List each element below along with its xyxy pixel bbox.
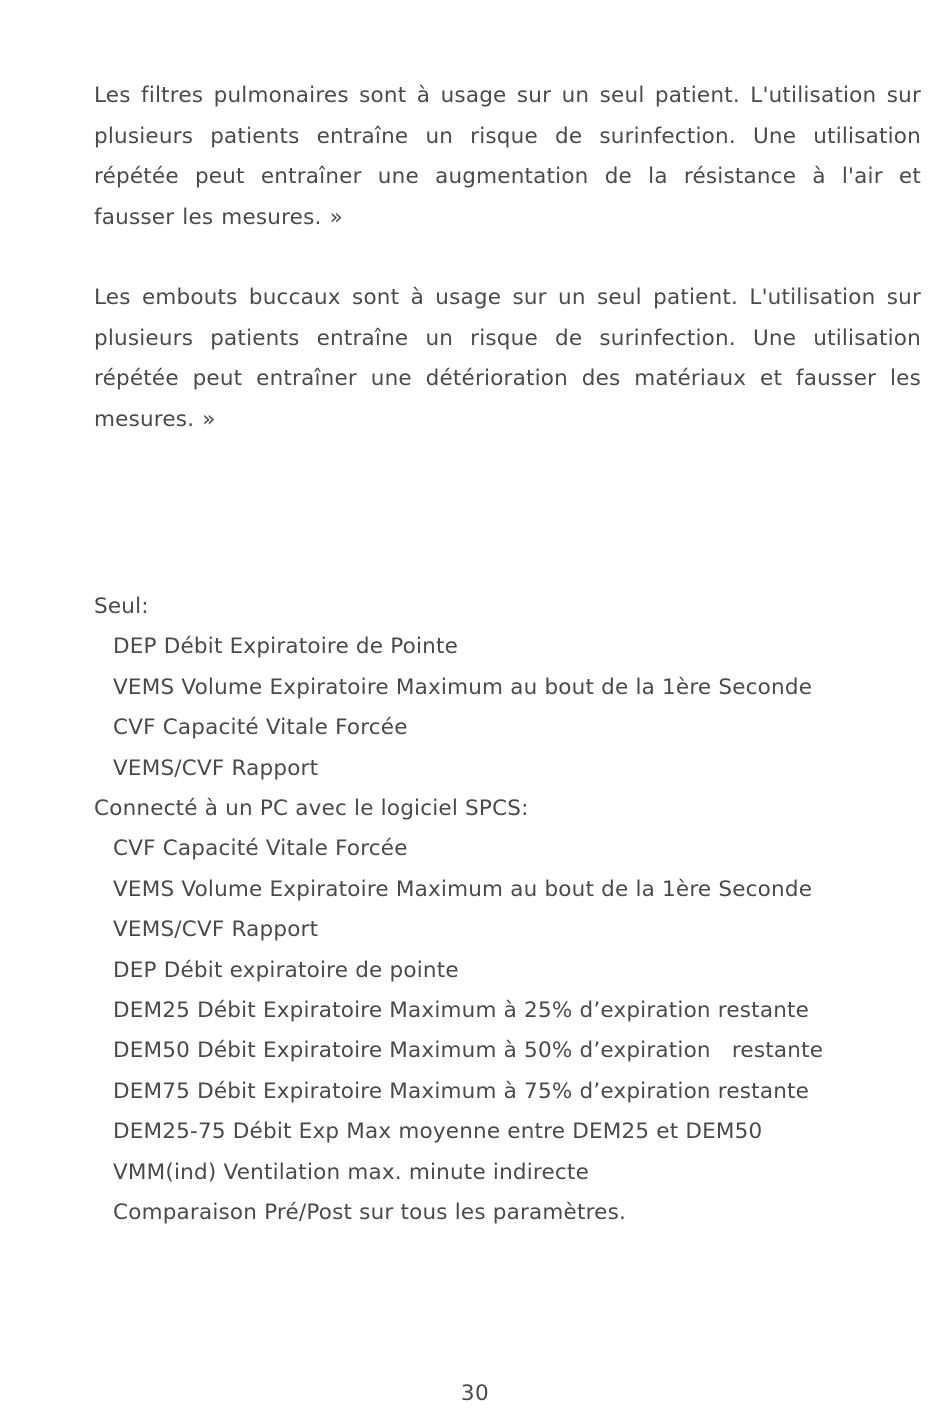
list-item: CVF Capacité Vitale Forcée — [113, 715, 408, 741]
list-item: Comparaison Pré/Post sur tous les paramètres. — [113, 1200, 627, 1226]
list-item: DEM25 Débit Expiratoire Maximum à 25% d’expiration restante — [113, 998, 810, 1024]
list-item: DEM50 Débit Expiratoire Maximum à 50% d’expiration restante — [113, 1038, 824, 1064]
filter-warning-paragraph: Les filtres pulmonaires sont à usage sur un seul patient. L'utilisation sur plusieurs patients entraîne un risque de surinfection. Une utilisation répétée peut entraîner une augmentation de la résistance à l'air et fausser les mesures. » — [94, 83, 921, 230]
list-item: VEMS/CVF Rapport — [113, 755, 319, 781]
list-item: DEM75 Débit Expiratoire Maximum à 75% d’expiration restante — [113, 1078, 810, 1104]
connected-parameter-list — [94, 829, 934, 1233]
page-number: 30 — [460, 1381, 490, 1406]
mouthpiece-warning-paragraph: Les embouts buccaux sont à usage sur un seul patient. L'utilisation sur plusieurs patients entraîne un risque de surinfection. Une utilisation répétée peut entraîner une détérioration des matériaux et fausser les mesures. » — [94, 285, 921, 432]
parameters-section — [94, 587, 934, 1234]
list-item: CVF Capacité Vitale Forcée — [113, 836, 408, 862]
standalone-heading: Seul: — [94, 594, 149, 619]
list-item: VMM(ind) Ventilation max. minute indirecte — [113, 1159, 589, 1185]
list-item: DEP Débit expiratoire de pointe — [113, 957, 459, 983]
list-item: VEMS Volume Expiratoire Maximum au bout de la 1ère Seconde — [113, 674, 813, 700]
list-item: DEP Débit Expiratoire de Pointe — [113, 634, 459, 660]
connected-heading: Connecté à un PC avec le logiciel SPCS: — [94, 796, 529, 822]
list-item: VEMS Volume Expiratoire Maximum au bout de la 1ère Seconde — [113, 876, 813, 902]
warnings-section — [94, 76, 921, 440]
list-item: DEM25-75 Débit Exp Max moyenne entre DEM25 et DEM50 — [113, 1119, 763, 1145]
standalone-parameter-list — [94, 627, 934, 789]
list-item: VEMS/CVF Rapport — [113, 917, 319, 943]
